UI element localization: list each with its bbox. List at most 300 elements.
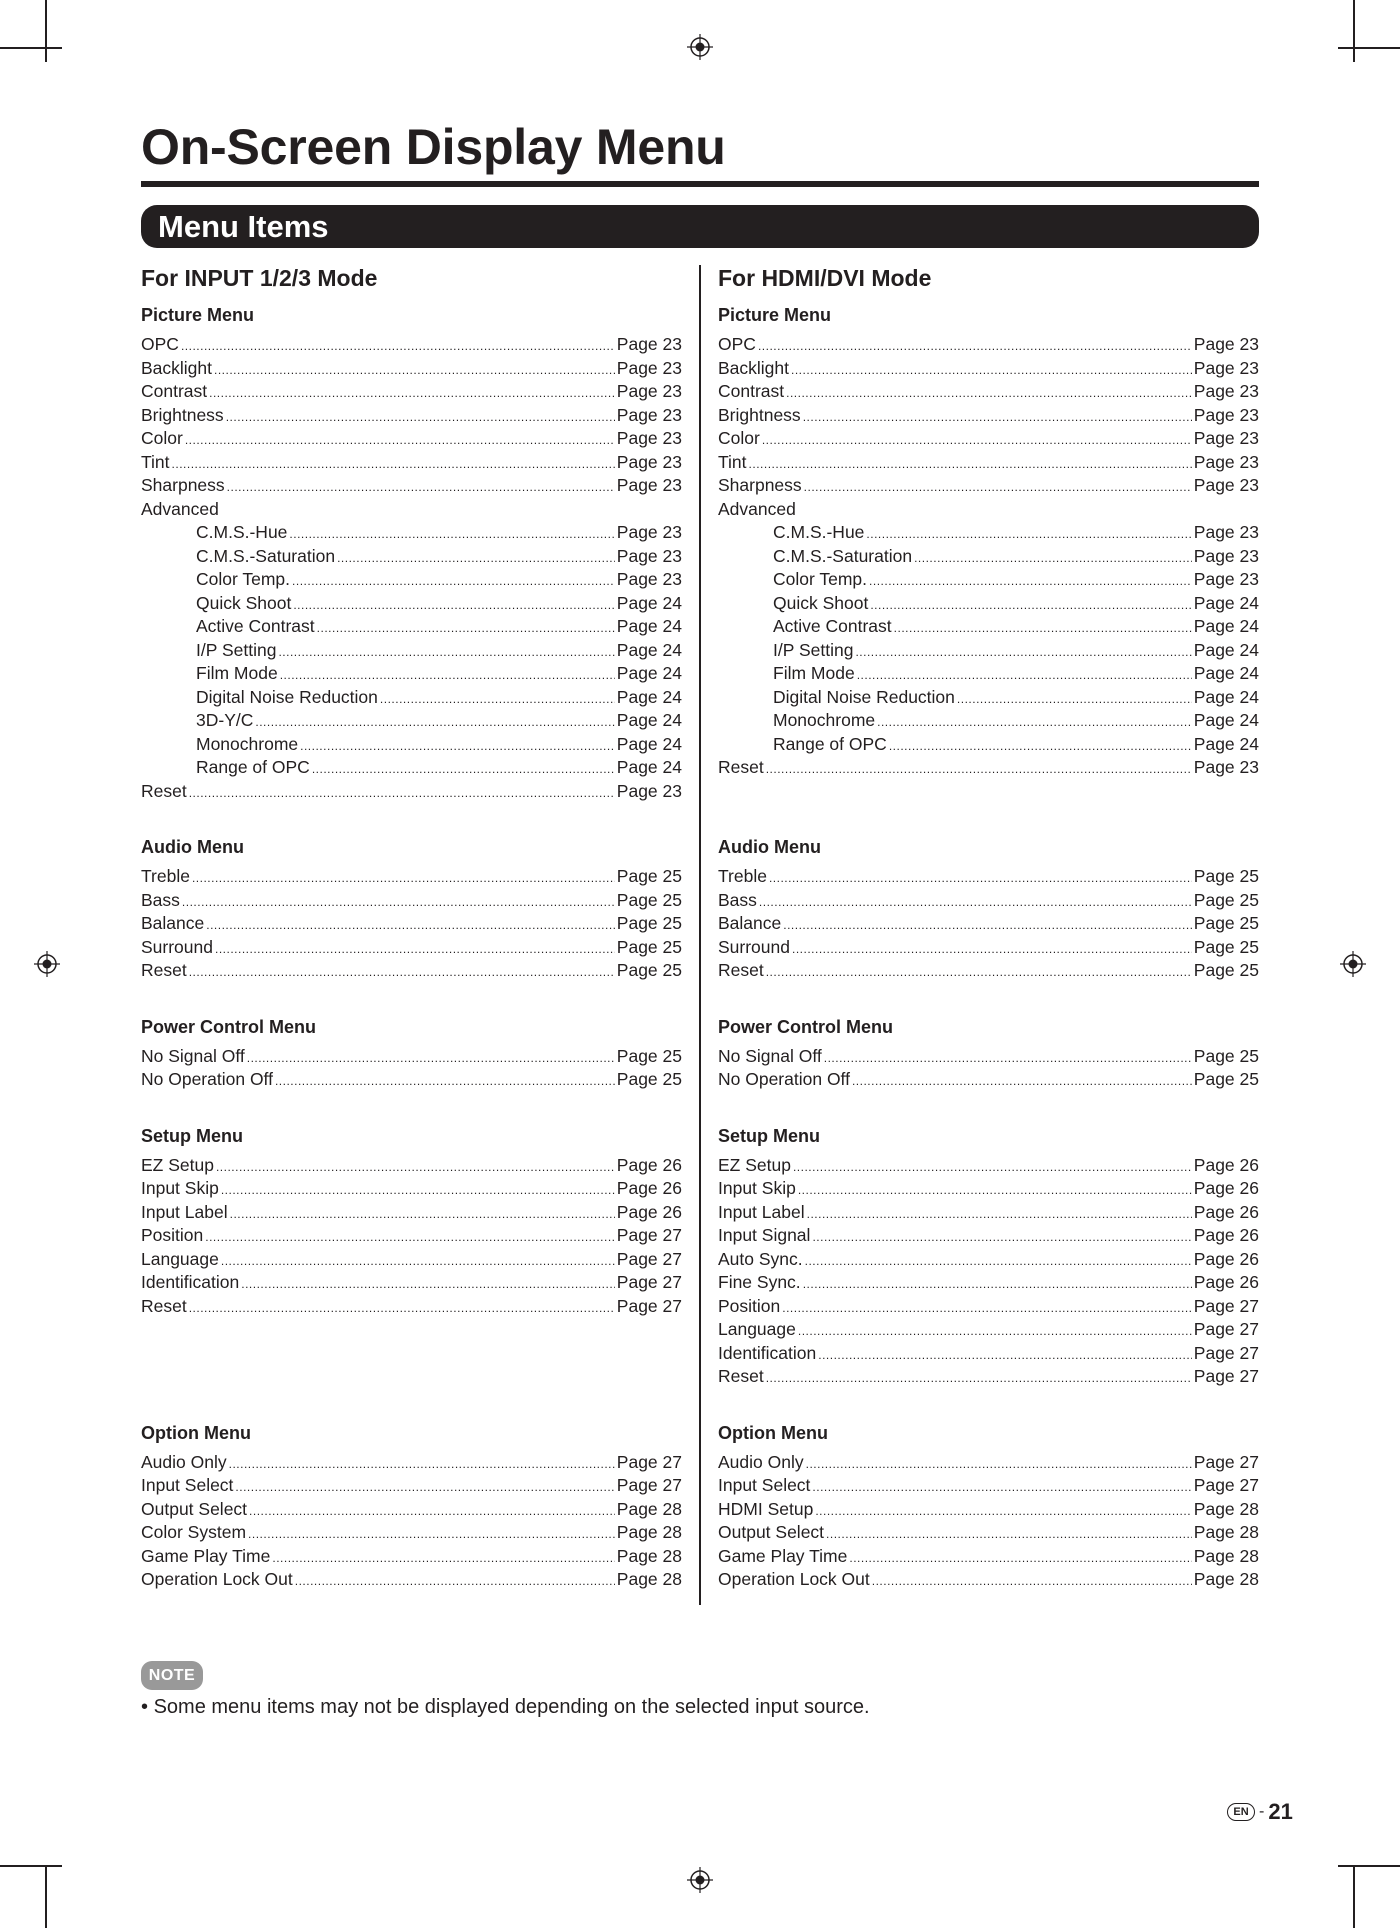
- dot-leader: [792, 938, 1192, 962]
- menu-item-label: I/P Setting: [196, 639, 277, 660]
- menu-item-page: Page 23: [1193, 451, 1259, 472]
- crop-mark: [1338, 1865, 1400, 1867]
- dot-leader: [855, 641, 1191, 665]
- menu-item-page: Page 23: [1193, 404, 1259, 425]
- dot-leader: [216, 1156, 615, 1180]
- dot-leader: [280, 664, 615, 688]
- menu-item-page: Page 25: [1193, 1069, 1259, 1089]
- menu-item-page: Page 25: [1193, 866, 1259, 886]
- dot-leader: [826, 1523, 1192, 1547]
- menu-item-page: Page 24: [616, 592, 682, 613]
- menu-item-page: Page 25: [616, 960, 682, 980]
- menu-item-label: Operation Lock Out: [718, 1569, 870, 1589]
- registration-mark-icon: [34, 951, 60, 977]
- menu-item-entry: [718, 1271, 1259, 1295]
- menu-item-entry: [141, 615, 682, 639]
- menu-item-page: Page 28: [1193, 1569, 1259, 1589]
- column-heading: For INPUT 1/2/3 Mode: [141, 265, 378, 291]
- dot-leader: [230, 1203, 615, 1227]
- menu-block: [718, 835, 1259, 983]
- menu-item-page: Page 25: [616, 1045, 682, 1066]
- menu-item-entry: [141, 709, 682, 733]
- dot-leader: [300, 735, 615, 759]
- menu-item-entry: [141, 380, 682, 404]
- menu-item-page: Page 24: [1193, 710, 1259, 730]
- menu-item-entry: [718, 1201, 1259, 1225]
- menu-item-entry: [718, 1521, 1259, 1545]
- dot-leader: [181, 335, 615, 359]
- menu-item-page: Page 23: [616, 428, 682, 448]
- menu-item-entry: [718, 1474, 1259, 1498]
- menu-item-entry: [141, 1498, 682, 1522]
- menu-item-page: Page 24: [616, 663, 682, 683]
- menu-item-page: Page 25: [1193, 960, 1259, 980]
- menu-item-label: Quick Shoot: [196, 592, 292, 613]
- dot-leader: [185, 429, 615, 453]
- dot-leader: [221, 1250, 615, 1274]
- crop-mark: [45, 0, 47, 62]
- crop-mark: [1338, 47, 1400, 49]
- menu-item-entry: [718, 639, 1259, 663]
- menu-item-label: Input Skip: [141, 1178, 219, 1198]
- menu-item-entry: [141, 521, 682, 545]
- dot-leader: [914, 547, 1192, 571]
- menu-item-page: Page 26: [1193, 1154, 1259, 1175]
- menu-item-label: C.M.S.-Saturation: [773, 545, 913, 566]
- menu-item-label: Film Mode: [196, 663, 278, 683]
- menu-item-label: Digital Noise Reduction: [196, 686, 378, 707]
- dot-leader: [818, 1344, 1192, 1368]
- row-spacer: [141, 1342, 682, 1366]
- dot-leader: [221, 1179, 615, 1203]
- menu-item-label: Color Temp.: [773, 569, 868, 589]
- menu-item-label: Reset: [718, 1366, 764, 1386]
- menu-item-page: Page 25: [1193, 936, 1259, 957]
- dot-leader: [857, 664, 1192, 688]
- dot-leader: [292, 570, 615, 594]
- menu-item-entry: [141, 1154, 682, 1178]
- menu-item-entry: [141, 662, 682, 686]
- menu-item-entry: [141, 936, 682, 960]
- menu-item-label: Input Label: [718, 1201, 805, 1222]
- crop-mark: [45, 1866, 47, 1928]
- dot-leader: [249, 1500, 615, 1524]
- menu-item-entry: [141, 1045, 682, 1069]
- menu-item-page: Page 23: [616, 404, 682, 425]
- menu-item-label: Output Select: [718, 1522, 825, 1542]
- menu-item-entry: [141, 474, 682, 498]
- menu-item-label: Output Select: [141, 1498, 248, 1519]
- menu-item-label: Surround: [141, 936, 213, 957]
- menu-block: [141, 1421, 682, 1592]
- note-badge: NOTE: [141, 1661, 203, 1690]
- menu-item-page: Page 26: [1193, 1178, 1259, 1198]
- menu-item-label: I/P Setting: [773, 639, 854, 660]
- menu-item-label: Input Signal: [718, 1225, 811, 1245]
- menu-block: [141, 303, 682, 803]
- language-badge: EN: [1227, 1803, 1255, 1821]
- menu-item-entry: [718, 474, 1259, 498]
- menu-item-label: OPC: [718, 334, 756, 354]
- menu-item-page: Page 28: [616, 1498, 682, 1519]
- menu-item-list: [718, 1045, 1259, 1092]
- menu-block: [718, 303, 1259, 803]
- menu-block: [718, 1421, 1259, 1592]
- dot-leader: [229, 1453, 615, 1477]
- menu-item-entry: [718, 1154, 1259, 1178]
- menu-item-label: Game Play Time: [141, 1545, 271, 1566]
- menu-item-page: Page 28: [616, 1545, 682, 1566]
- menu-item-list: [718, 1451, 1259, 1592]
- menu-item-label: Color: [141, 428, 183, 448]
- menu-item-entry: [718, 1365, 1259, 1389]
- dot-leader: [849, 1547, 1191, 1571]
- menu-item-label: Range of OPC: [196, 757, 310, 777]
- menu-item-entry: [718, 1342, 1259, 1366]
- dot-leader: [786, 382, 1192, 406]
- menu-item-label: Sharpness: [718, 475, 802, 495]
- dot-leader: [295, 1570, 615, 1594]
- menu-group-label: Advanced: [718, 498, 796, 519]
- menu-item-entry: [718, 709, 1259, 733]
- menu-item-page: Page 23: [616, 475, 682, 495]
- menu-heading: Audio Menu: [718, 837, 821, 857]
- menu-item-label: Surround: [718, 936, 790, 957]
- dot-leader: [812, 1476, 1191, 1500]
- menu-item-label: Contrast: [718, 381, 785, 401]
- menu-item-label: Operation Lock Out: [141, 1569, 293, 1589]
- menu-item-entry: [141, 865, 682, 889]
- menu-item-label: Contrast: [141, 381, 208, 401]
- menu-item-entry: [141, 333, 682, 357]
- menu-item-label: No Signal Off: [141, 1045, 245, 1066]
- dot-leader: [275, 1070, 615, 1094]
- menu-item-entry: [141, 404, 682, 428]
- menu-item-label: Digital Noise Reduction: [773, 686, 955, 707]
- menu-item-label: Identification: [141, 1272, 240, 1292]
- dot-leader: [247, 1047, 615, 1071]
- dot-leader: [189, 782, 615, 806]
- dot-leader: [866, 523, 1191, 547]
- menu-item-page: Page 24: [616, 757, 682, 777]
- dot-leader: [317, 617, 615, 641]
- menu-item-label: Bass: [718, 889, 757, 910]
- menu-item-label: Tint: [141, 451, 170, 472]
- menu-item-label: Input Select: [718, 1475, 811, 1495]
- dot-leader: [214, 359, 615, 383]
- page-title: On-Screen Display Menu: [141, 119, 726, 175]
- menu-item-entry: [141, 1474, 682, 1498]
- row-spacer: [718, 780, 1259, 804]
- menu-item-label: Balance: [141, 913, 205, 933]
- dot-leader: [791, 359, 1192, 383]
- menu-item-entry: [141, 1177, 682, 1201]
- menu-item-page: Page 27: [616, 1225, 682, 1245]
- menu-item-page: Page 27: [1193, 1342, 1259, 1363]
- menu-item-page: Page 28: [1193, 1545, 1259, 1566]
- menu-item-entry: [141, 959, 682, 983]
- menu-item-page: Page 28: [616, 1522, 682, 1542]
- menu-heading: Setup Menu: [718, 1125, 820, 1146]
- page-number-separator: -: [1259, 1803, 1265, 1820]
- menu-item-page: Page 27: [1193, 1319, 1259, 1339]
- menu-item-page: Page 23: [1193, 357, 1259, 378]
- menu-item-page: Page 26: [1193, 1248, 1259, 1269]
- menu-item-page: Page 24: [616, 686, 682, 707]
- dot-leader: [766, 961, 1192, 985]
- menu-item-page: Page 24: [1193, 592, 1259, 613]
- menu-item-page: Page 23: [1193, 757, 1259, 777]
- menu-item-entry: [718, 380, 1259, 404]
- menu-item-label: Active Contrast: [196, 616, 315, 636]
- menu-item-entry: [141, 1521, 682, 1545]
- menu-item-page: Page 26: [1193, 1225, 1259, 1245]
- menu-item-label: Monochrome: [196, 733, 299, 754]
- menu-item-page: Page 27: [1193, 1475, 1259, 1495]
- menu-item-page: Page 24: [1193, 686, 1259, 707]
- dot-leader: [209, 382, 615, 406]
- menu-item-page: Page 25: [1193, 889, 1259, 910]
- column-heading: For HDMI/DVI Mode: [718, 265, 932, 291]
- dot-leader: [215, 938, 615, 962]
- menu-item-entry: [718, 521, 1259, 545]
- dot-leader: [766, 758, 1192, 782]
- menu-item-label: OPC: [141, 334, 179, 354]
- dot-leader: [205, 1226, 615, 1250]
- dot-leader: [870, 594, 1191, 618]
- dot-leader: [248, 1523, 615, 1547]
- menu-item-page: Page 25: [616, 1069, 682, 1089]
- menu-item-label: Fine Sync.: [718, 1272, 801, 1292]
- menu-item-entry: [141, 1451, 682, 1475]
- menu-item-entry: [718, 545, 1259, 569]
- menu-item-label: Input Select: [141, 1475, 234, 1495]
- menu-item-entry: [718, 756, 1259, 780]
- menu-item-entry: [141, 756, 682, 780]
- menu-item-entry: [718, 1224, 1259, 1248]
- menu-item-page: Page 27: [1193, 1451, 1259, 1472]
- note-bullet: •: [141, 1696, 149, 1718]
- page-number: [1227, 1799, 1293, 1825]
- dot-leader: [759, 891, 1192, 915]
- menu-item-list: [718, 1154, 1259, 1389]
- menu-block: [141, 835, 682, 983]
- menu-item-page: Page 23: [616, 522, 682, 542]
- menu-item-page: Page 27: [616, 1248, 682, 1269]
- menu-item-label: Quick Shoot: [773, 592, 869, 613]
- menu-item-label: Input Skip: [718, 1178, 796, 1198]
- menu-item-label: Film Mode: [773, 663, 855, 683]
- title-rule: [141, 181, 1259, 187]
- menu-item-page: Page 25: [616, 889, 682, 910]
- menu-item-label: Identification: [718, 1342, 817, 1363]
- dot-leader: [804, 476, 1192, 500]
- menu-item-entry: [718, 1177, 1259, 1201]
- dot-leader: [872, 1570, 1192, 1594]
- menu-item-entry: [718, 1068, 1259, 1092]
- menu-item-label: No Operation Off: [718, 1069, 850, 1089]
- menu-heading: Power Control Menu: [718, 1016, 893, 1037]
- column-divider: [699, 265, 701, 1605]
- menu-item-entry: [718, 733, 1259, 757]
- menu-item-entry: [718, 912, 1259, 936]
- note-body: Some menu items may not be displayed depending on the selected input source.: [153, 1696, 870, 1718]
- menu-item-entry: [141, 1068, 682, 1092]
- menu-item-page: Page 23: [1193, 334, 1259, 354]
- dot-leader: [226, 406, 615, 430]
- menu-item-entry: [718, 1451, 1259, 1475]
- menu-item-label: Position: [141, 1225, 204, 1245]
- menu-item-entry: [718, 427, 1259, 451]
- menu-item-entry: [718, 568, 1259, 592]
- menu-item-list: [141, 1451, 682, 1592]
- registration-mark-icon: [687, 34, 713, 60]
- menu-item-entry: [718, 1045, 1259, 1069]
- menu-item-label: Treble: [718, 866, 767, 886]
- dot-leader: [815, 1500, 1191, 1524]
- menu-heading: Picture Menu: [141, 305, 255, 325]
- menu-item-entry: [141, 545, 682, 569]
- menu-item-page: Page 24: [1193, 616, 1259, 636]
- dot-leader: [803, 406, 1192, 430]
- menu-item-page: Page 28: [1193, 1522, 1259, 1542]
- dot-leader: [758, 335, 1192, 359]
- menu-item-label: Backlight: [141, 357, 213, 378]
- dot-leader: [824, 1047, 1192, 1071]
- menu-heading: Audio Menu: [141, 837, 244, 857]
- menu-item-page: Page 26: [1193, 1201, 1259, 1222]
- dot-leader: [749, 453, 1192, 477]
- menu-item-page: Page 27: [616, 1295, 682, 1316]
- menu-item-entry: [141, 912, 682, 936]
- dot-leader: [293, 594, 614, 618]
- menu-heading: Option Menu: [718, 1422, 828, 1443]
- section-header-bar: [141, 205, 1259, 248]
- row-spacer: [141, 1365, 682, 1389]
- menu-item-page: Page 28: [1193, 1498, 1259, 1519]
- menu-item-entry: [718, 1295, 1259, 1319]
- dot-leader: [762, 429, 1192, 453]
- menu-item-page: Page 23: [616, 451, 682, 472]
- menu-item-list: [718, 865, 1259, 983]
- menu-item-entry: [141, 1271, 682, 1295]
- dot-leader: [312, 758, 615, 782]
- crop-mark: [0, 47, 62, 49]
- dot-leader: [172, 453, 615, 477]
- crop-mark: [1353, 1866, 1355, 1928]
- menu-item-label: Game Play Time: [718, 1545, 848, 1566]
- menu-item-label: Sharpness: [141, 475, 225, 495]
- dot-leader: [189, 961, 615, 985]
- dot-leader: [769, 867, 1192, 891]
- note-text: [141, 1694, 870, 1720]
- dot-leader: [766, 1367, 1192, 1391]
- menu-item-entry: [718, 1545, 1259, 1569]
- menu-item-entry: [718, 1248, 1259, 1272]
- dot-leader: [182, 891, 615, 915]
- dot-leader: [227, 476, 615, 500]
- menu-item-entry: [141, 1295, 682, 1319]
- menu-item-label: EZ Setup: [718, 1154, 791, 1175]
- menu-item-entry: [718, 451, 1259, 475]
- dot-leader: [255, 711, 614, 735]
- menu-heading: Option Menu: [141, 1422, 251, 1443]
- dot-leader: [189, 1297, 615, 1321]
- dot-leader: [852, 1070, 1192, 1094]
- dot-leader: [783, 914, 1192, 938]
- crop-mark: [0, 1865, 62, 1867]
- menu-item-entry: [718, 357, 1259, 381]
- menu-item-entry: [141, 1201, 682, 1225]
- menu-item-label: EZ Setup: [141, 1154, 214, 1175]
- menu-item-page: Page 27: [616, 1475, 682, 1495]
- dot-leader: [782, 1297, 1192, 1321]
- menu-item-label: Brightness: [141, 404, 224, 425]
- menu-item-page: Page 24: [1193, 663, 1259, 683]
- menu-block: [141, 1015, 682, 1092]
- menu-item-label: Active Contrast: [773, 616, 892, 636]
- menu-item-entry: [718, 1498, 1259, 1522]
- menu-item-page: Page 28: [616, 1569, 682, 1589]
- menu-item-entry: [141, 1248, 682, 1272]
- menu-item-page: Page 25: [1193, 1045, 1259, 1066]
- menu-item-label: C.M.S.-Hue: [773, 522, 865, 542]
- menu-heading: Picture Menu: [718, 305, 832, 325]
- dot-leader: [807, 1203, 1192, 1227]
- menu-item-page: Page 25: [616, 866, 682, 886]
- menu-item-entry: [141, 639, 682, 663]
- dot-leader: [289, 523, 614, 547]
- menu-item-entry: [718, 404, 1259, 428]
- menu-item-page: Page 24: [616, 710, 682, 730]
- menu-heading: Power Control Menu: [141, 1016, 316, 1037]
- menu-item-label: Range of OPC: [773, 733, 887, 754]
- dot-leader: [241, 1273, 615, 1297]
- menu-item-label: Bass: [141, 889, 180, 910]
- menu-item-page: Page 23: [1193, 522, 1259, 542]
- menu-item-page: Page 27: [1193, 1366, 1259, 1386]
- dot-leader: [206, 914, 615, 938]
- menu-item-page: Page 23: [1193, 428, 1259, 448]
- menu-item-list: [141, 865, 682, 983]
- page-number-value: 21: [1268, 1799, 1293, 1824]
- menu-item-page: Page 25: [616, 913, 682, 933]
- menu-item-page: Page 24: [616, 639, 682, 660]
- menu-item-page: Page 24: [616, 616, 682, 636]
- menu-item-page: Page 27: [616, 1451, 682, 1472]
- dot-leader: [894, 617, 1192, 641]
- menu-item-entry: [718, 1568, 1259, 1592]
- dot-leader: [877, 711, 1192, 735]
- menu-item-page: Page 23: [616, 545, 682, 566]
- dot-leader: [272, 1547, 614, 1571]
- menu-item-entry: [141, 686, 682, 710]
- menu-item-entry: [141, 592, 682, 616]
- dot-leader: [803, 1273, 1192, 1297]
- menu-item-label: Reset: [141, 960, 187, 980]
- menu-item-label: No Signal Off: [718, 1045, 822, 1066]
- menu-item-entry: [141, 1224, 682, 1248]
- hdmi-mode-column: [718, 262, 1259, 1624]
- menu-item-page: Page 23: [616, 381, 682, 401]
- menu-item-page: Page 26: [616, 1154, 682, 1175]
- menu-item-entry: [718, 615, 1259, 639]
- menu-item-label: Color: [718, 428, 760, 448]
- menu-item-label: Reset: [141, 1295, 187, 1316]
- menu-item-label: Audio Only: [718, 1451, 804, 1472]
- menu-heading: Setup Menu: [141, 1125, 243, 1146]
- registration-mark-icon: [1340, 951, 1366, 977]
